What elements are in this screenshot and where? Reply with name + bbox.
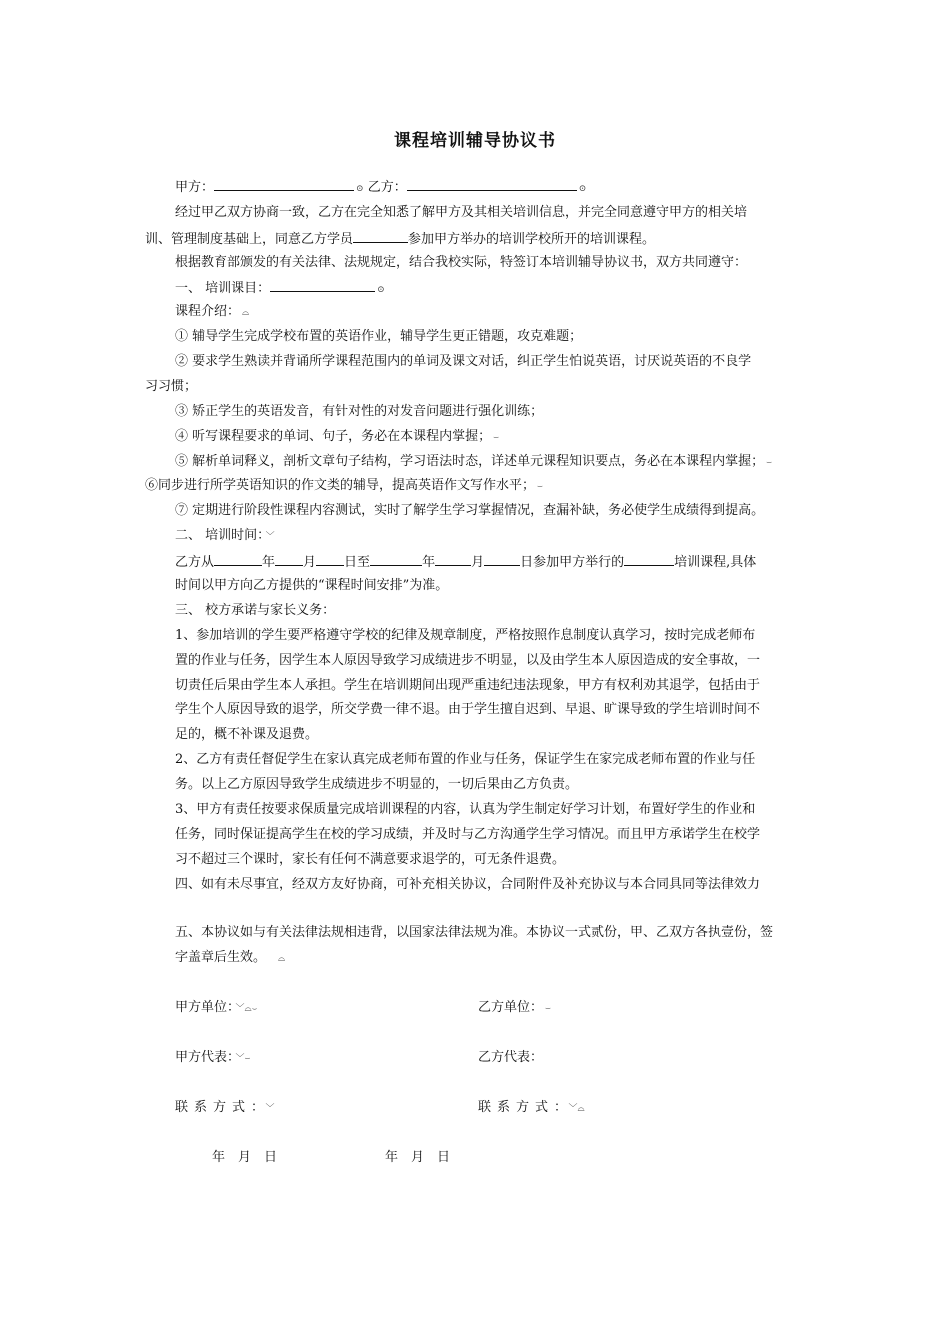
start-day-blank[interactable] [316,551,344,566]
section-5-line-1: 五、本协议如与有关法律法规相违背，以国家法律法规为准。本协议一式贰份，甲、乙双方各执壹份，签 [175,925,774,940]
clause-3-line: 任务，同时保证提高学生在校的学习成绩，并及时与乙方沟通学生学习情况。而且甲方承诺学生在校学 [175,827,761,842]
clause-1-line: 足的，概不补课及退费。 [175,727,319,742]
intro-line-2: 训、管理制度基础上，同意乙方学员 参加甲方举办的培训学校所开的培训课程。 [145,228,655,250]
mark-icon: ⌣ [537,482,543,492]
course-item-2: ② 要求学生熟读并背诵所学课程范围内的单词及课文对话，纠正学生怕说英语，讨厌说英语的不良学 [175,354,752,369]
course-item-2-cont: 习习惯； [145,379,198,394]
party-a-representative: 甲方代表： ﹀⌣ [175,1050,251,1065]
party-b-unit: 乙方单位： ⌣ [478,1000,551,1015]
section-1-heading: 一、 培训课目： ⊙ [175,277,385,300]
section-5-line-2: 字盖章后生效。 ⌓ [175,950,286,965]
mark-icon: ⊙ [356,184,364,194]
party-a-label: 甲方： [175,180,215,195]
course-item-4: ④ 听写课程要求的单词、句子，务必在本课程内掌握； ⌣ [175,429,500,444]
mark-icon: ﹀ [265,532,275,542]
mark-icon: ﹀⌓⌣ [235,1004,258,1014]
end-day-blank[interactable] [484,551,520,566]
course-item-3: ③ 矫正学生的英语发音，有针对性的对发音问题进行强化训练； [175,404,544,419]
party-a-unit: 甲方单位： ﹀⌓⌣ [175,1000,258,1015]
course-item-7: ⑦ 定期进行阶段性课程内容测试，实时了解学生学习掌握情况，查漏补缺，务必使学生成绩得到提高。 [175,503,765,518]
course-item-5: ⑤ 解析单词释义，剖析文章句子结构，学习语法时态，详述单元课程知识要点，务必在本课程内掌握； ⌣ [175,454,773,469]
clause-3-line: 3、甲方有责任按要求保质量完成培训课程的内容，认真为学生制定好学习计划，布置好学生的作业和 [175,802,756,817]
party-a-date: 年 月 日 [212,1150,278,1165]
party-b-label: 乙方： [367,180,407,195]
end-month-blank[interactable] [435,551,471,566]
course-item-1: ① 辅导学生完成学校布置的英语作业，辅导学生更正错题，攻克难题； [175,329,583,344]
clause-2-line: 2、乙方有责任督促学生在家认真完成老师布置的作业与任务，保证学生在家完成老师布置的作业与任 [175,752,756,767]
party-b-date: 年 月 日 [385,1150,451,1165]
course-intro-label: 课程介绍： ⌓ [175,304,250,319]
party-b-blank[interactable] [407,176,577,191]
document-title: 课程培训辅导协议书 [394,131,556,151]
mark-icon: ⊙ [377,285,385,295]
clause-1-line: 置的作业与任务，因学生本人原因导致学习成绩进步不明显，以及由学生本人原因造成的安全事故，一 [175,653,761,668]
party-a-blank[interactable] [214,176,354,191]
parties-line [175,176,586,199]
start-month-blank[interactable] [275,551,303,566]
student-name-blank[interactable] [353,228,408,243]
section-3-heading: 三、 校方承诺与家长义务： [175,603,336,618]
course-item-6: ⑥同步进行所学英语知识的作文类的辅导，提高英语作文写作水平； ⌣ [145,478,543,493]
mark-icon: ⌓ [242,308,250,318]
mark-icon: ﹀⌣ [235,1054,251,1064]
end-year-blank[interactable] [370,551,422,566]
clause-2-line: 务。以上乙方原因导致学生成绩进步不明显的，一切后果由乙方负责。 [175,777,579,792]
clause-3-line: 习不超过三个课时，家长有任何不满意要求退学的，可无条件退费。 [175,852,566,867]
clause-1-line: 切责任后果由学生本人承担。学生在培训期间出现严重违纪违法现象，甲方有权利劝其退学，包括由于 [175,678,761,693]
mark-icon: ⌓ [278,954,286,964]
training-time-line-1: 乙方从 年 月 日至 年 月 日参加甲方举行的 培训课程,具体 [175,551,756,573]
clause-1-line: 1、参加培训的学生要严格遵守学校的纪律及规章制度，严格按照作息制度认真学习，按时完成老师布 [175,628,756,643]
course-name-blank[interactable] [624,551,674,566]
mark-icon: ﹀⌓ [568,1104,585,1114]
clause-1-line: 学生个人原因导致的退学，所交学费一律不退。由于学生擅自迟到、早退、旷课导致的学生培训时间不 [175,702,761,717]
intro-line-1: 经过甲乙双方协商一致，乙方在完全知悉了解甲方及其相关培训信息，并完全同意遵守甲方的相关培 [175,205,748,220]
training-time-line-2: 时间以甲方向乙方提供的“课程时间安排”为准。 [175,578,449,593]
section-2-heading: 二、 培训时间： ﹀ [175,528,275,543]
party-a-contact: 联系方式： ﹀ [175,1100,275,1115]
mark-icon: ⌣ [545,1004,551,1014]
intro-line-3: 根据教育部颁发的有关法律、法规规定，结合我校实际，特签订本培训辅导协议书，双方共同遵守： [175,255,748,270]
mark-icon: ﹀ [265,1104,275,1114]
party-b-representative: 乙方代表： [478,1050,544,1065]
mark-icon: ⌣ [493,433,500,443]
party-b-contact: 联系方式： ﹀⌓ [478,1100,585,1115]
start-year-blank[interactable] [214,551,262,566]
mark-icon: ⊙ [578,184,587,194]
mark-icon: ⌣ [766,458,773,468]
course-subject-blank[interactable] [270,277,375,292]
section-4-text: 四、如有未尽事宜，经双方友好协商，可补充相关协议，合同附件及补充协议与本合同具同等法律效力 [175,877,761,892]
